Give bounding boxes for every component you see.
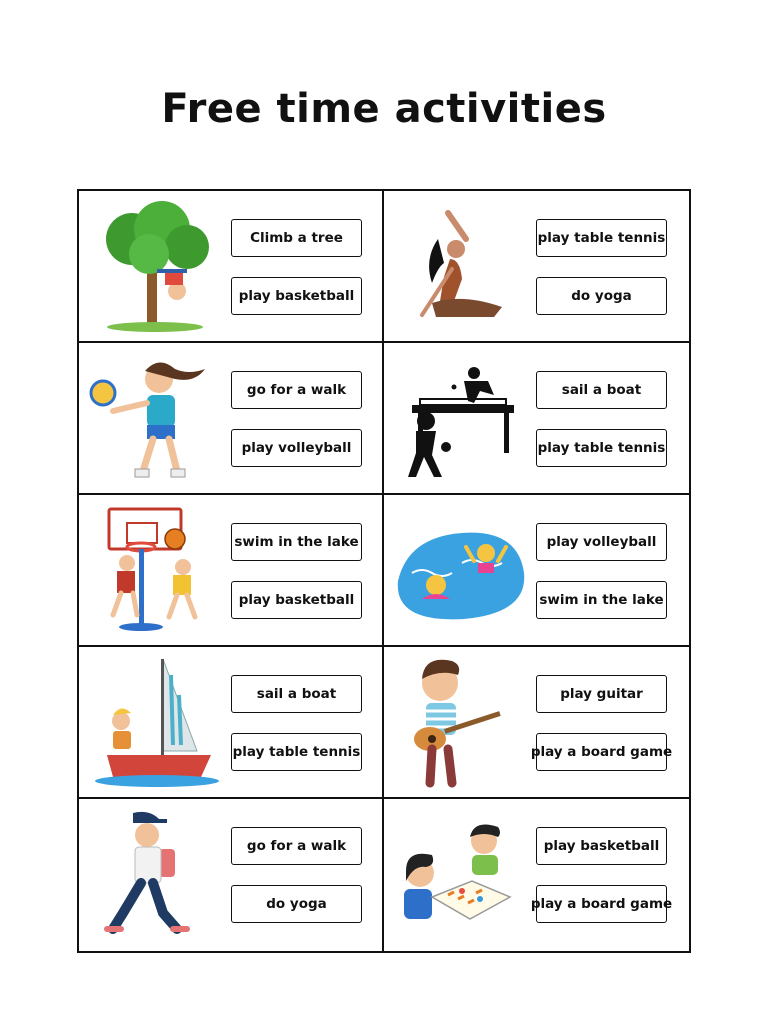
option-button[interactable]: play volleyball (536, 523, 667, 561)
activity-grid (77, 189, 691, 953)
option-button[interactable]: sail a boat (231, 675, 362, 713)
swimming-icon (392, 503, 530, 639)
volleyball-icon (87, 351, 225, 487)
sailboat-icon (87, 655, 225, 791)
activity-card (384, 799, 689, 951)
option-button[interactable]: play table tennis (536, 219, 667, 257)
board-game-icon (392, 807, 530, 943)
option-button[interactable]: play basketball (231, 581, 362, 619)
activity-card (79, 799, 384, 951)
activity-card (384, 343, 689, 495)
walking-icon (87, 807, 225, 943)
option-button[interactable]: do yoga (536, 277, 667, 315)
tree-climbing-icon (87, 199, 225, 335)
option-button[interactable]: play basketball (536, 827, 667, 865)
activity-card (384, 191, 689, 343)
option-button[interactable]: swim in the lake (536, 581, 667, 619)
activity-card (384, 495, 689, 647)
option-button[interactable]: sail a boat (536, 371, 667, 409)
option-button[interactable]: play table tennis (231, 733, 362, 771)
option-button[interactable]: go for a walk (231, 371, 362, 409)
table-tennis-icon (392, 351, 530, 487)
option-button[interactable]: play a board game (536, 885, 667, 923)
basketball-icon (87, 503, 225, 639)
option-button[interactable]: play table tennis (536, 429, 667, 467)
yoga-icon (392, 199, 530, 335)
page-title: Free time activities (161, 86, 607, 132)
option-button[interactable]: play a board game (536, 733, 667, 771)
activity-card (384, 647, 689, 799)
option-button[interactable]: Climb a tree (231, 219, 362, 257)
activity-card (79, 191, 384, 343)
guitar-icon (392, 655, 530, 791)
option-button[interactable]: do yoga (231, 885, 362, 923)
activity-card (79, 647, 384, 799)
option-button[interactable]: swim in the lake (231, 523, 362, 561)
activity-card (79, 343, 384, 495)
activity-card (79, 495, 384, 647)
option-button[interactable]: go for a walk (231, 827, 362, 865)
option-button[interactable]: play guitar (536, 675, 667, 713)
option-button[interactable]: play basketball (231, 277, 362, 315)
option-button[interactable]: play volleyball (231, 429, 362, 467)
